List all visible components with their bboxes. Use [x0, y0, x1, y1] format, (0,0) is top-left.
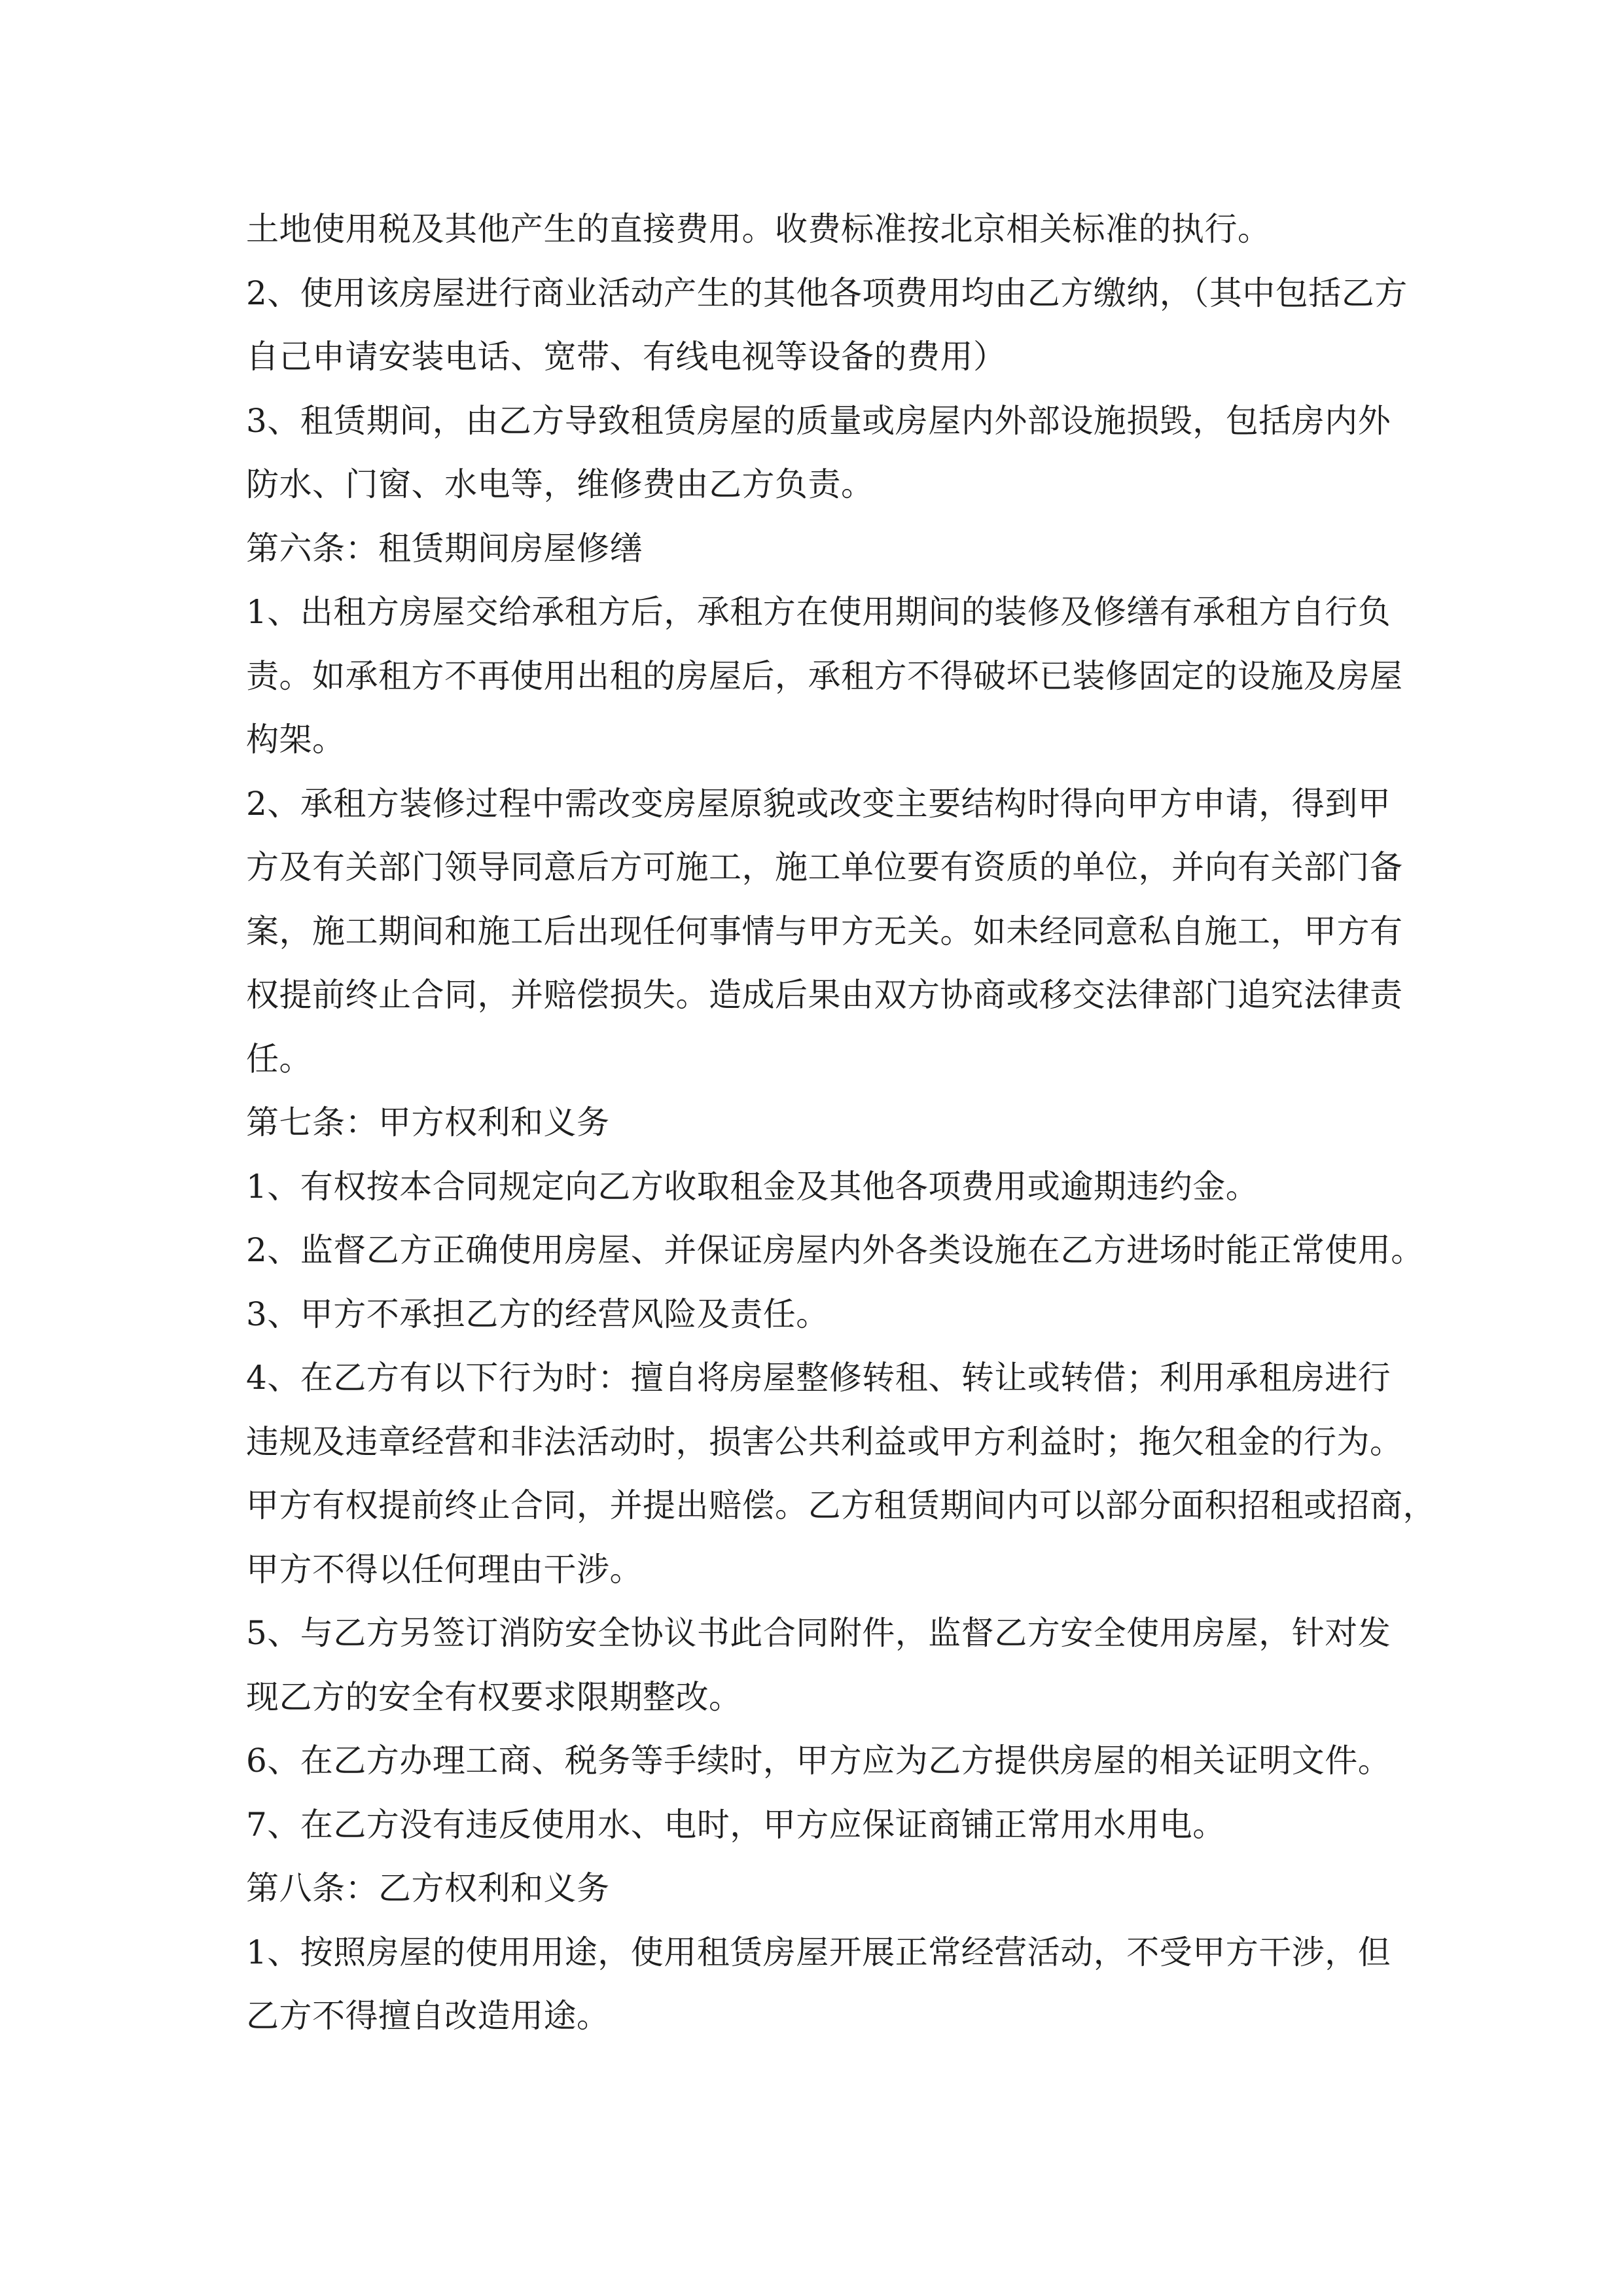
text-line: 甲方不得以任何理由干涉。 [246, 1550, 643, 1588]
section-heading-6: 第六条：租赁期间房屋修缮 [246, 529, 643, 567]
text-line: 3、租赁期间，由乙方导致租赁房屋的质量或房屋内外部设施损毁，包括房内外 [246, 401, 1391, 440]
text-line: 乙方不得擅自改造用途。 [246, 1997, 610, 2035]
text-line: 6、在乙方办理工商、税务等手续时，甲方应为乙方提供房屋的相关证明文件。 [246, 1742, 1391, 1780]
text-line: 1、按照房屋的使用用途，使用租赁房屋开展正常经营活动，不受甲方干涉，但 [246, 1933, 1391, 1971]
text-line: 案，施工期间和施工后出现任何事情与甲方无关。如未经同意私自施工，甲方有 [246, 912, 1403, 950]
section-heading-8: 第八条：乙方权利和义务 [246, 1869, 610, 1907]
document-body [246, 198, 1436, 2049]
text-line: 现乙方的安全有权要求限期整改。 [246, 1677, 742, 1716]
text-line: 违规及违章经营和非法活动时，损害公共利益或甲方利益时；拖欠租金的行为。 [246, 1422, 1403, 1461]
text-line: 甲方有权提前终止合同，并提出赔偿。乙方租赁期间内可以部分面积招租或招商， [246, 1486, 1436, 1524]
text-line: 5、与乙方另签订消防安全协议书此合同附件，监督乙方安全使用房屋，针对发 [246, 1614, 1391, 1652]
text-line: 方及有关部门领导同意后方可施工，施工单位要有资质的单位，并向有关部门备 [246, 848, 1403, 886]
text-line: 7、在乙方没有违反使用水、电时，甲方应保证商铺正常用水用电。 [246, 1805, 1226, 1844]
text-line: 自己申请安装电话、宽带、有线电视等设备的费用） [246, 338, 1007, 376]
text-line: 2、使用该房屋进行商业活动产生的其他各项费用均由乙方缴纳，（其中包括乙方 [246, 274, 1408, 312]
text-line: 3、甲方不承担乙方的经营风险及责任。 [246, 1295, 829, 1333]
section-heading-7: 第七条：甲方权利和义务 [246, 1103, 610, 1141]
text-line: 防水、门窗、水电等，维修费由乙方负责。 [246, 465, 874, 503]
text-line: 4、在乙方有以下行为时：擅自将房屋整修转租、转让或转借；利用承租房进行 [246, 1359, 1391, 1397]
text-line: 土地使用税及其他产生的直接费用。收费标准按北京相关标准的执行。 [246, 210, 1271, 248]
text-line: 责。如承租方不再使用出租的房屋后，承租方不得破坏已装修固定的设施及房屋 [246, 656, 1403, 695]
text-line: 1、出租方房屋交给承租方后，承租方在使用期间的装修及修缮有承租方自行负 [246, 593, 1391, 631]
text-line: 构架。 [246, 721, 346, 759]
text-line: 2、监督乙方正确使用房屋、并保证房屋内外各类设施在乙方进场时能正常使用。 [246, 1231, 1424, 1269]
text-line: 1、有权按本合同规定向乙方收取租金及其他各项费用或逾期违约金。 [246, 1167, 1259, 1206]
text-line: 任。 [246, 1039, 312, 1078]
text-line: 2、承租方装修过程中需改变房屋原貌或改变主要结构时得向甲方申请，得到甲 [246, 784, 1391, 823]
text-line: 权提前终止合同，并赔偿损失。造成后果由双方协商或移交法律部门追究法律责 [246, 976, 1403, 1014]
